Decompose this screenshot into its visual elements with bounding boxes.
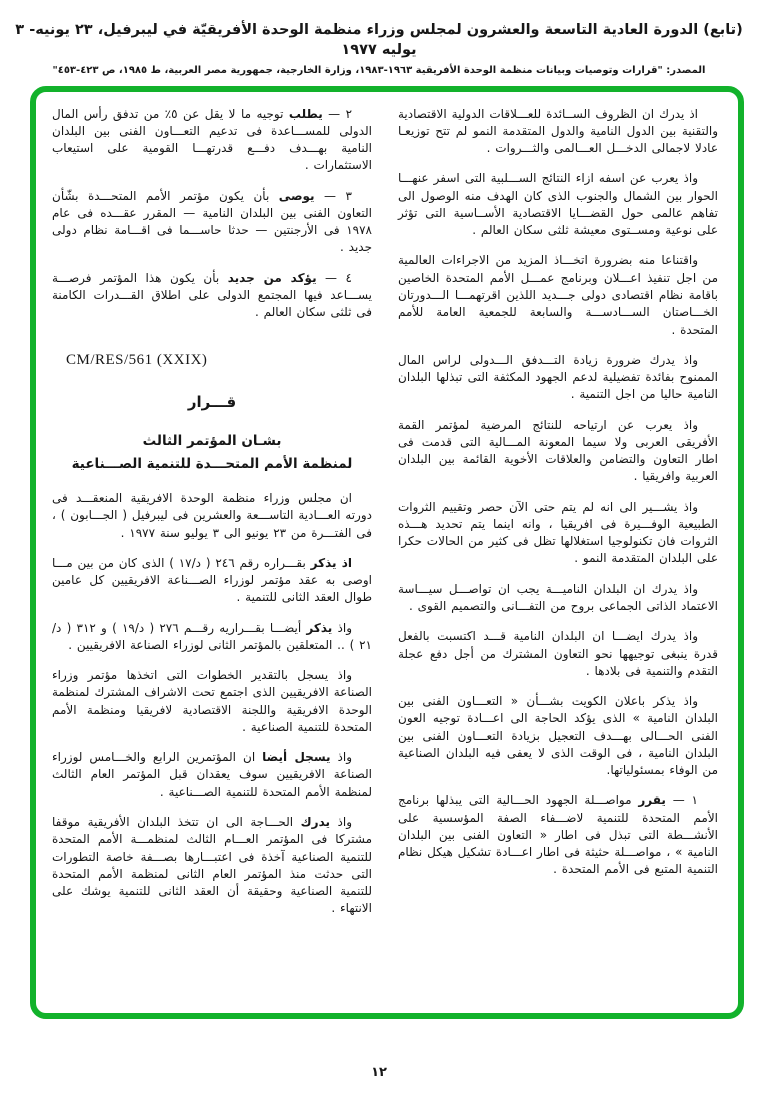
text-run: أيضـــا بقـــراريه رقـــم ٢٧٦ ( د/١٩ ) و ٣١٢ ( د/٢١ ) .. المتعلقين بالمؤتمر الثانى لوزراء الصناعة الافريقيين . <box>52 620 372 652</box>
text-run: واذ يعرب عن ارتياحه للنتائج المرضية لمؤتمر القمة الأفريقى العربى ولا سيما المعونة المـــالية التى قدمت فى اطار التعاون والتضامن والعلاقات الأخوية القائمة بين البلدان العربية وافريقيا . <box>398 417 718 484</box>
text-run: بأن يكون هذا المؤتمر فرصـــة يســـاعد فيها المجتمع الدولى على اطلاق القـــدرات الكامنة فى ثلثى سكان العالم . <box>52 270 372 320</box>
text-run: واذ <box>332 620 352 635</box>
paragraph <box>52 814 372 918</box>
paragraph <box>398 352 718 404</box>
resolution-subject-line <box>52 431 372 451</box>
content-border-box <box>30 86 744 1019</box>
text-run: الحـــاجة الى ان تتخذ البلدان الأفريقية موقفا مشتركا فى المؤتمر العـــام الثالث لمنظمـــة الأمم المتحدة للتنمية الصناعية آخذة فى اعتبـــارها بصـــفة خاصة التطورات التى حدثت منذ المؤتمر العام الثانى لمنظمة الأمم المتحدة للتنمية الصناعية وحقيقة أن العقد الثانى للتنمية يوشك على الانتهاء . <box>52 815 372 916</box>
text-run: لمنظمة الأمم المتحـــدة للتنمية الصـــناعية <box>71 455 353 472</box>
column-right <box>398 106 718 1013</box>
page-header-source: المصدر: "قرارات وتوصيات وبيانات منظمة الوحدة الأفريقية ١٩٦٣-١٩٨٣، وزارة الخارجية، جمهورية مصر العربية، ط ١٩٨٥، ص ٤٢٣-٤٥٣" <box>52 64 706 76</box>
paragraph <box>398 252 718 338</box>
text-run: CM/RES/561 (XXIX) <box>66 351 208 368</box>
text-run: ان المؤتمرين الرابع والخـــامس لوزراء الصناعة الافريقيين سوف يعقدان قبل المؤتمر العام الثالث لمنظمة الأمم المتحدة للتنمية الصـــناعية . <box>52 750 372 799</box>
paragraph <box>398 581 718 616</box>
text-run: واذ يدرك ضرورة زيادة التـــدفق الـــدولى لراس المال الممنوح بفائدة تفضيلية لدعم الجهود المكثفة التى تبذلها البلدان النامية حاليا من اجل التنمية . <box>398 352 718 402</box>
text-run: واقتناعا منه بضرورة اتخـــاذ المزيد من الاجراءات العالمية من اجل تنفيذ اعـــلان وبرنامج عمـــل الأمم المتحدة الخاصين باقامة نظام اقتصادى دولى جـــديد اللذين اقرتهمـــا الـــدورتان الخـــاصتان الســـادســـة والسابعة للجمعية العامة للأمم المتحدة . <box>398 253 718 337</box>
text-run: واذ <box>330 815 352 829</box>
page-footer <box>0 1061 758 1080</box>
bold-run: يوصى <box>278 188 315 203</box>
paragraph <box>52 749 372 801</box>
paragraph <box>52 490 372 542</box>
paragraph <box>52 270 372 322</box>
paragraph <box>398 106 718 158</box>
resolution-heading <box>52 393 372 411</box>
resolution-subject-line <box>52 454 372 474</box>
text-run: ١ — <box>665 793 698 808</box>
page-header <box>0 20 758 76</box>
bold-run: يذكر <box>306 620 333 635</box>
text-run: بقـــراره رقم ٢٤٦ ( د/١٧ ) الذى كان من بين مـــا اوصى به عقد مؤتمر لوزراء الصـــناعة الافريقيين كل عامين طوال العقد الثانى للتنمية . <box>52 555 372 605</box>
bold-run: يسجل أيضا <box>262 750 331 765</box>
text-run: مواصـــلة الجهود الحـــالية التى يبذلها برنامج الأمم المتحدة للتنمية لاضـــفاء الصفة المؤسسية على الأنشـــطة التى تبذل فى اطار « التعاون الفنى بين البلدان النامية » ، مواصـــلة حثيثة فى اطار اعـــادة تشكيل هيكل نظام التنمية المتبع فى الأمم المتحدة . <box>398 793 718 877</box>
text-run: بأن يكون مؤتمر الأمم المتحـــدة بشّأن التعاون الفنى بين البلدان النامية — المقرر عقـــده فى عام ١٩٧٨ فى الأرجنتين — حدثا حاســـما فى اقـــامة نظام دولى جديد . <box>52 188 372 255</box>
paragraph <box>398 417 718 486</box>
paragraph <box>52 667 372 736</box>
paragraph <box>52 555 372 607</box>
bold-run: يطلب <box>288 106 323 121</box>
text-run: توجيه ما لا يقل عن ٥٪ من تدفق رأس المال الدولى للمســـاعدة فى تدعيم التعـــاون الفنى بين البلدان النامية بهـــدف دفـــع قدرتهـــا القومية على استيعاب الاستثمارات . <box>52 106 372 173</box>
page-header-title: (تابع) الدورة العادية التاسعة والعشرون لمجلس وزراء منظمة الوحدة الأفريقيّة في ليبرفيل، ٢٣ يونيه- ٣ يوليه ١٩٧٧ <box>15 22 743 59</box>
bold-run: يقرر <box>638 793 666 808</box>
text-run: ٤ — <box>316 270 352 285</box>
paragraph <box>398 628 718 680</box>
text-run: واذ يدرك ان البلدان الناميـــة يجب ان تواصـــل سيـــاسة الاعتماد الذاتى الجماعى بروح من التفـــانى والتصميم القوى . <box>398 581 718 613</box>
two-column-layout <box>52 106 718 1013</box>
text-run: واذ يشـــير الى انه لم يتم حتى الآن حصر وتقييم الثروات الطبيعية الوفـــيرة فى افريقيا ، وانه اينما يتم تحديد هـــذه الثروات فان تكنولوجيا استغلالها تظل فى كثير من الحالات حكرا على البلدان المتقدمة النمو . <box>397 499 718 566</box>
paragraph <box>398 792 718 878</box>
resolution-reference <box>66 352 372 369</box>
bold-run: اذ يذكر <box>310 555 352 570</box>
page-number: ١٢ <box>371 1065 387 1080</box>
paragraph <box>52 106 372 175</box>
bold-run: يؤكد من جديد <box>227 270 317 285</box>
text-run: واذ يسجل بالتقدير الخطوات التى اتخذها مؤتمر وزراء الصناعة الافريقيين الذى اجتمع تحت الاشراف المشترك لمنظمة الوحدة الافريقية واللجنة الاقتصادية لافريقيا ومنظمة الأمم المتحدة للتنمية الصناعية . <box>52 668 372 734</box>
paragraph <box>52 188 372 257</box>
paragraph <box>398 499 718 568</box>
text-run: واذ <box>330 750 353 765</box>
text-run: قـــرار <box>187 392 237 411</box>
text-run: ان مجلس وزراء منظمة الوحدة الافريقية المنعقـــد فى دورته العـــادية التاســـعة والعشرين فى ليبرفيل ( الجـــابون ) ، فى الفتـــرة من ٢٣ يونيو الى ٣ يوليو سنة ١٩٧٧ . <box>52 491 372 540</box>
text-run: بشـان المؤتمر الثالث <box>142 432 282 449</box>
text-run: واذ يدرك ايضـــا ان البلدان النامية قـــد اكتسبت بالفعل قدرة ينبغى توجيهها نحو التعاون المشترك من أجل دفع عجلة التقدم والتنمية فى بلادها . <box>398 629 718 678</box>
paragraph <box>398 170 718 239</box>
text-run: واذ يذكر باعلان الكويت بشـــأن « التعـــاون الفنى بين البلدان النامية » الذى يؤكد الحاجة الى اعـــادة توجيه العون الفنى الحـــالى بهـــدف التعجيل بزيادة التعـــاون الفنى بين البلدان النامية ، فى الوقت الذى لا يعفى فيه البلدان الصناعية من الوفاء بمسئولياتها. <box>398 694 718 778</box>
text-run: اذ يدرك ان الظروف الســائدة للعـــلاقات الدولية الاقتصادية والتقنية بين الدول النامية والدول المتقدمة النمو لم تتح توزيعـا عادلا لاجمالى الدخـــل العـــالمى والثـــروات . <box>398 106 718 156</box>
paragraph <box>398 693 718 779</box>
column-left <box>52 106 372 1013</box>
bold-run: يدرك <box>300 815 330 829</box>
text-run: ٢ — <box>322 106 353 121</box>
text-run: ٣ — <box>314 188 352 203</box>
paragraph <box>52 620 372 655</box>
text-run: واذ يعرب عن اسفه ازاء النتائج الســـلبية التى اسفر عنهـــا الحوار بين الشمال والجنوب الذى كان الهدف منه الوصول الى تفاهم عالمى حول القضـــايا الاقتصادية الأســاسية التى تؤثر على نوعية ومســتوى معيشة ثلثى سكان العالم . <box>398 171 718 238</box>
